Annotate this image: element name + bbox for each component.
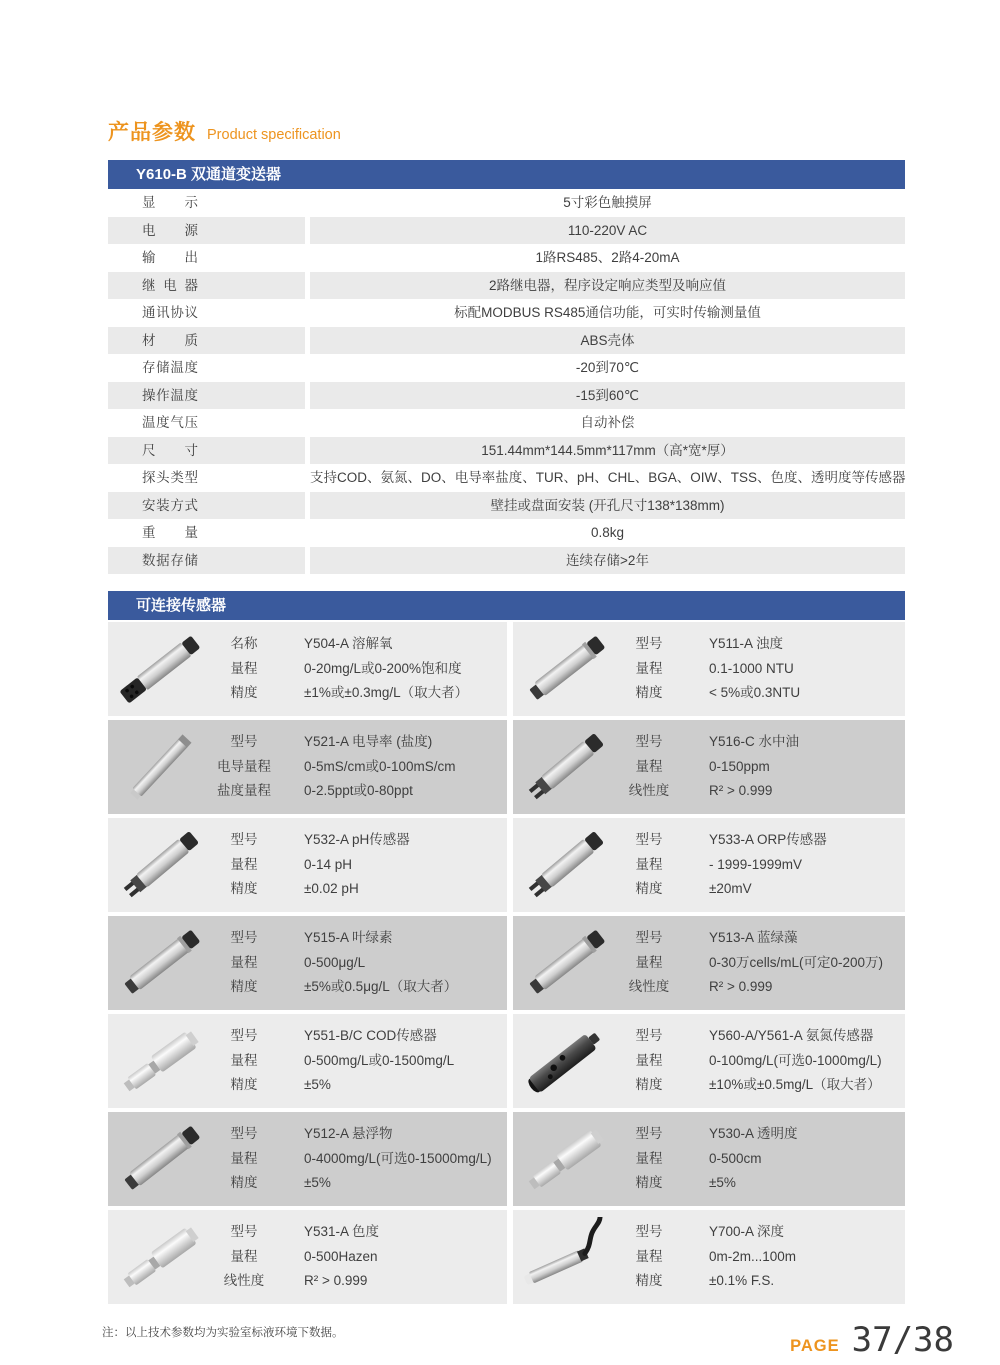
sensor-card xyxy=(513,818,905,912)
probe-icon xyxy=(111,727,209,807)
sensor-field-label: 型号 xyxy=(635,930,663,945)
sensor-field-value: R² > 0.999 xyxy=(709,783,773,798)
table-row xyxy=(108,492,905,520)
sensor-field-value: 0-500cm xyxy=(709,1150,762,1166)
sensor-field-label: 精度 xyxy=(230,685,258,700)
sensor-field-label: 量程 xyxy=(635,1150,663,1166)
table-row xyxy=(108,382,905,410)
sensor-field-label: 精度 xyxy=(635,1273,663,1288)
table-row xyxy=(108,299,905,327)
sensor-field-value: Y511-A 浊度 xyxy=(709,636,784,651)
spec-value: ABS壳体 xyxy=(310,327,905,355)
probe-icon xyxy=(111,825,209,905)
sensor-field-value: 0-4000mg/L(可选0-15000mg/L) xyxy=(304,1150,492,1166)
sensor-field-value: 0-500μg/L xyxy=(304,954,366,970)
sensor-field-label: 精度 xyxy=(230,979,258,994)
spec-label: 尺寸 xyxy=(142,442,198,458)
spec-label: 电源 xyxy=(142,222,198,238)
sensor-field-value: 0-100mg/L(可选0-1000mg/L) xyxy=(709,1052,882,1068)
sensor-card xyxy=(513,720,905,814)
sensor-field-value: Y533-A ORP传感器 xyxy=(709,832,827,847)
sensor-field-label: 型号 xyxy=(635,1126,663,1141)
spec-label: 通讯协议 xyxy=(142,305,198,320)
table-row xyxy=(108,327,905,355)
sensors-header: 可连接传感器 xyxy=(108,591,905,620)
sensor-field-value: Y700-A 深度 xyxy=(709,1224,785,1239)
sensor-field-label: 量程 xyxy=(635,1248,663,1264)
page-footer-label: PAGE xyxy=(790,1337,840,1355)
spec-value: 连续存储>2年 xyxy=(310,547,905,575)
sensor-photo xyxy=(108,720,212,814)
sensor-photo xyxy=(108,916,212,1010)
datasheet-page xyxy=(102,116,906,1340)
sensor-field-label: 精度 xyxy=(635,881,663,896)
sensor-photo xyxy=(108,818,212,912)
sensors-grid xyxy=(108,622,905,1304)
page-number: 37/38 xyxy=(851,1320,954,1360)
sensor-field-label: 型号 xyxy=(230,930,258,945)
page-footer xyxy=(790,1320,954,1360)
sensor-card xyxy=(513,1112,905,1206)
sensor-card xyxy=(108,1112,507,1206)
spec-label: 继电器 xyxy=(142,277,198,293)
spec-value: 1路RS485、2路4-20mA xyxy=(535,250,680,265)
sensor-photo xyxy=(108,1014,212,1108)
spec-label: 探头类型 xyxy=(142,470,198,485)
sensor-field-label: 精度 xyxy=(230,881,258,896)
sensor-field-value: Y531-A 色度 xyxy=(304,1224,380,1239)
spec-value: 0.8kg xyxy=(590,525,625,540)
spec-label: 操作温度 xyxy=(142,387,198,403)
sensor-field-value: ±0.02 pH xyxy=(304,881,359,896)
sensor-field-value: ±5%或0.5μg/L（取大者） xyxy=(304,979,458,994)
sensor-field-value: Y504-A 溶解氧 xyxy=(304,636,393,651)
sensor-field-label: 型号 xyxy=(230,734,258,749)
sensor-field-label: 型号 xyxy=(635,734,663,749)
footnote: 注：以上技术参数均为实验室标液环境下数据。 xyxy=(102,1327,344,1339)
table-row xyxy=(108,547,905,575)
spec-value: 151.44mm*144.5mm*117mm（高*宽*厚） xyxy=(310,437,905,465)
sensor-field-label: 量程 xyxy=(635,660,663,676)
sensor-photo xyxy=(108,1210,212,1304)
sensor-field-label: 精度 xyxy=(635,685,663,700)
spec-value: 自动补偿 xyxy=(580,415,635,430)
sensor-field-label: 线性度 xyxy=(628,979,670,994)
spec-label: 输出 xyxy=(142,250,198,265)
table-row xyxy=(108,217,905,245)
sensor-field-value: Y512-A 悬浮物 xyxy=(304,1126,393,1141)
spec-value: 5寸彩色触摸屏 xyxy=(563,195,652,210)
probe-icon xyxy=(516,1021,614,1101)
sensor-field-value: Y532-A pH传感器 xyxy=(304,832,410,847)
sensor-field-value: ±5% xyxy=(304,1077,331,1092)
sensor-field-value: ±10%或±0.5mg/L（取大者） xyxy=(709,1077,881,1092)
probe-icon xyxy=(516,1217,614,1297)
sensor-field-value: ±20mV xyxy=(709,881,752,896)
probe-icon xyxy=(516,825,614,905)
sensor-photo xyxy=(513,818,617,912)
sensor-photo xyxy=(513,720,617,814)
sensor-photo xyxy=(513,622,617,716)
table-row xyxy=(108,519,905,547)
table-row xyxy=(108,189,905,217)
table-row xyxy=(108,437,905,465)
sensor-field-label: 量程 xyxy=(230,1248,258,1264)
sensor-card xyxy=(108,1014,507,1108)
sensor-field-label: 型号 xyxy=(230,832,258,847)
sensor-field-value: ±0.1% F.S. xyxy=(709,1273,775,1288)
spec-value: -15到60℃ xyxy=(310,382,905,410)
table-row xyxy=(108,244,905,272)
probe-icon xyxy=(516,1119,614,1199)
probe-icon xyxy=(516,923,614,1003)
sensor-photo xyxy=(108,1112,212,1206)
sensor-card xyxy=(108,720,507,814)
sensor-field-label: 量程 xyxy=(230,856,258,872)
page-subtitle: Product specification xyxy=(207,127,341,143)
sensor-field-value: R² > 0.999 xyxy=(709,979,773,994)
spec-value: 壁挂或盘面安装 (开孔尺寸138*138mm) xyxy=(310,492,905,520)
spec-label: 温度气压 xyxy=(142,415,198,430)
sensor-card xyxy=(513,916,905,1010)
sensor-field-label: 量程 xyxy=(635,1052,663,1068)
spec-table xyxy=(108,189,905,574)
spec-label: 存储温度 xyxy=(142,360,198,375)
sensor-field-value: Y513-A 蓝绿藻 xyxy=(709,930,798,945)
sensor-field-value: 0-30万cells/mL(可定0-200万) xyxy=(709,954,884,970)
sensor-field-label: 线性度 xyxy=(628,783,670,798)
sensor-card xyxy=(513,1210,905,1304)
spec-value: 110-220V AC xyxy=(310,217,905,245)
sensor-field-value: 0-500mg/L或0-1500mg/L xyxy=(304,1052,455,1068)
sensor-card xyxy=(513,622,905,716)
sensor-field-label: 电导量程 xyxy=(217,758,271,774)
table-row xyxy=(108,272,905,300)
sensor-field-value: R² > 0.999 xyxy=(304,1273,368,1288)
sensor-field-label: 型号 xyxy=(635,832,663,847)
probe-icon xyxy=(516,629,614,709)
sensor-field-value: - 1999-1999mV xyxy=(709,856,803,872)
table-row xyxy=(108,464,905,492)
sensor-card xyxy=(513,1014,905,1108)
table-row xyxy=(108,409,905,437)
sensors-section xyxy=(108,591,905,1304)
sensor-field-value: < 5%或0.3NTU xyxy=(709,685,801,700)
sensor-field-value: 0.1-1000 NTU xyxy=(709,660,794,676)
sensor-field-label: 型号 xyxy=(230,1126,258,1141)
spec-value: 2路继电器，程序设定响应类型及响应值 xyxy=(310,272,905,300)
sensor-card xyxy=(108,1210,507,1304)
sensor-field-value: Y551-B/C COD传感器 xyxy=(304,1028,437,1043)
sensor-field-value: 0-500Hazen xyxy=(304,1248,378,1264)
sensor-photo xyxy=(513,1210,617,1304)
table-row xyxy=(108,354,905,382)
probe-icon xyxy=(111,1021,209,1101)
sensor-field-value: Y530-A 透明度 xyxy=(709,1126,798,1141)
sensor-field-label: 精度 xyxy=(230,1077,258,1092)
sensor-field-label: 量程 xyxy=(230,1150,258,1166)
sensor-photo xyxy=(513,1014,617,1108)
sensor-photo xyxy=(513,1112,617,1206)
sensor-field-label: 型号 xyxy=(635,1028,663,1043)
probe-icon xyxy=(111,1217,209,1297)
sensor-field-label: 量程 xyxy=(230,954,258,970)
sensor-field-value: 0-2.5ppt或0-80ppt xyxy=(304,783,413,798)
spec-label: 数据存储 xyxy=(142,552,198,568)
sensor-field-value: Y515-A 叶绿素 xyxy=(304,930,393,945)
sensor-field-label: 线性度 xyxy=(223,1273,265,1288)
sensor-field-value: Y560-A/Y561-A 氨氮传感器 xyxy=(709,1028,874,1043)
sensor-field-value: 0-14 pH xyxy=(304,856,353,872)
sensor-field-value: 0-150ppm xyxy=(709,758,770,774)
sensor-field-label: 型号 xyxy=(635,636,663,651)
sensor-card xyxy=(108,916,507,1010)
sensor-field-value: ±5% xyxy=(304,1175,331,1190)
sensor-field-label: 量程 xyxy=(230,660,258,676)
sensor-card xyxy=(108,622,507,716)
sensor-field-value: 0-20mg/L或0-200%饱和度 xyxy=(304,660,462,676)
sensor-field-label: 精度 xyxy=(230,1175,258,1190)
probe-icon xyxy=(111,629,209,709)
sensor-field-label: 精度 xyxy=(635,1077,663,1092)
sensor-field-value: ±5% xyxy=(709,1175,736,1190)
sensor-field-value: Y521-A 电导率 (盐度) xyxy=(304,734,433,749)
sensor-field-label: 型号 xyxy=(230,1028,258,1043)
probe-icon xyxy=(516,727,614,807)
sensor-card xyxy=(108,818,507,912)
sensor-field-label: 量程 xyxy=(635,954,663,970)
spec-label: 显示 xyxy=(142,195,198,210)
spec-label: 重量 xyxy=(142,525,198,540)
spec-value: -20到70℃ xyxy=(575,360,640,375)
sensor-field-label: 量程 xyxy=(635,758,663,774)
sensor-field-label: 量程 xyxy=(635,856,663,872)
sensor-field-value: ±1%或±0.3mg/L（取大者） xyxy=(304,685,469,700)
sensor-field-label: 盐度量程 xyxy=(217,783,271,798)
sensor-field-value: Y516-C 水中油 xyxy=(709,734,800,749)
page-title-row xyxy=(108,116,905,146)
spec-label: 安装方式 xyxy=(142,497,198,513)
sensor-field-value: 0-5mS/cm或0-100mS/cm xyxy=(304,758,456,774)
spec-value: 标配MODBUS RS485通信功能，可实时传输测量值 xyxy=(454,305,761,320)
spec-value: 支持COD、氨氮、DO、电导率盐度、TUR、pH、CHL、BGA、OIW、TSS、色度、透明度等传感器 xyxy=(310,470,906,485)
sensor-field-value: 0m-2m...100m xyxy=(709,1248,797,1264)
sensor-photo xyxy=(513,916,617,1010)
page-title: 产品参数 xyxy=(108,121,196,144)
spec-label: 材质 xyxy=(142,332,198,348)
sensor-field-label: 名称 xyxy=(230,636,258,651)
sensor-field-label: 型号 xyxy=(635,1224,663,1239)
spec-table-section xyxy=(108,160,905,574)
probe-icon xyxy=(111,1119,209,1199)
sensor-field-label: 型号 xyxy=(230,1224,258,1239)
sensor-field-label: 精度 xyxy=(635,1175,663,1190)
probe-icon xyxy=(111,923,209,1003)
spec-table-header: Y610-B 双通道变送器 xyxy=(108,160,905,189)
sensor-photo xyxy=(108,622,212,716)
sensor-field-label: 量程 xyxy=(230,1052,258,1068)
